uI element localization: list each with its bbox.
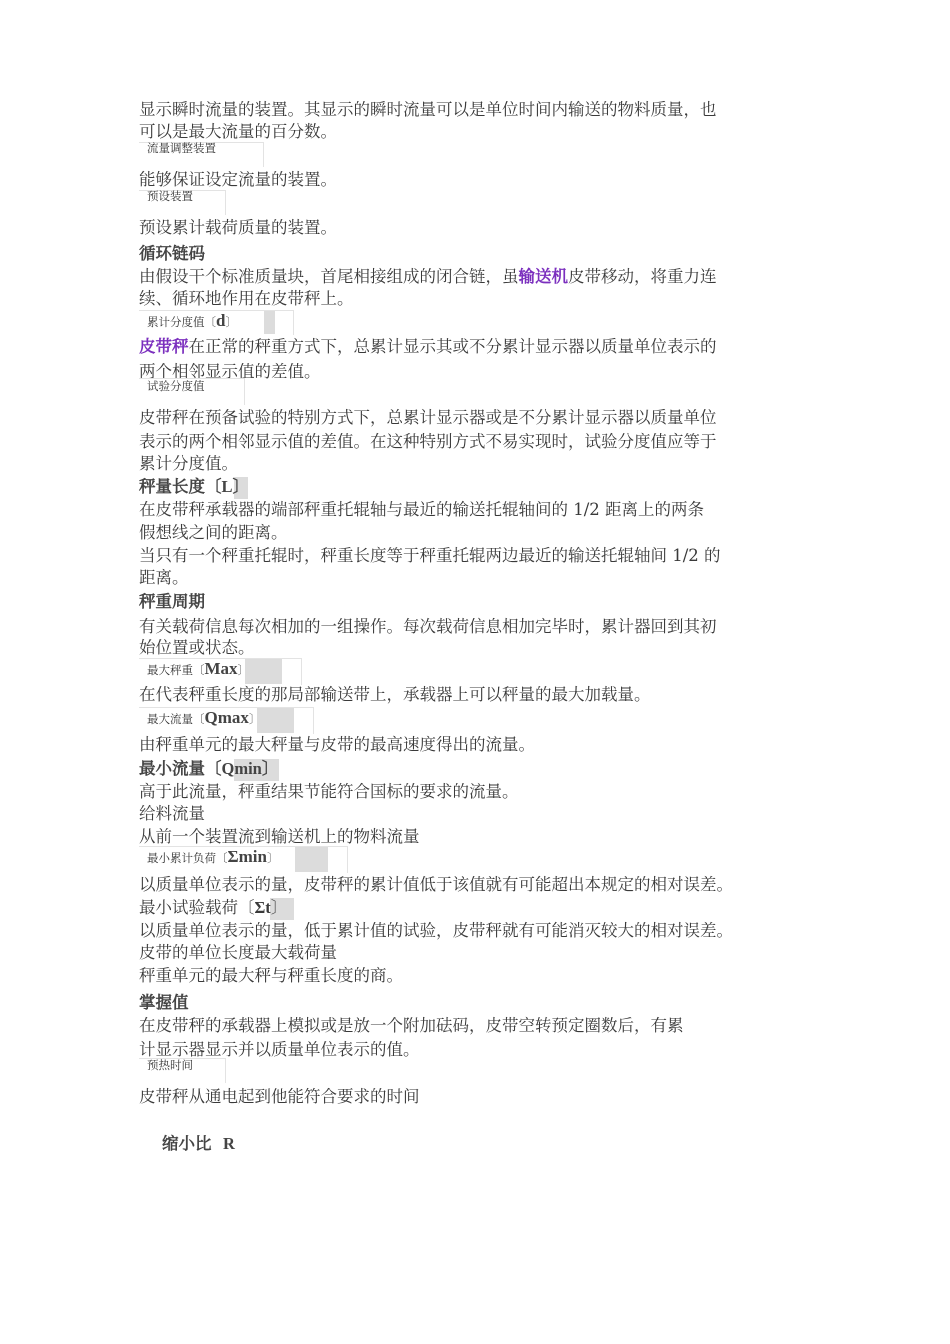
term-total-division [147, 313, 237, 331]
body-line: 续、循环地作用在皮带秤上。 [139, 289, 354, 308]
term-max-weigh [147, 661, 250, 679]
text: 〕 [232, 477, 250, 496]
body-line: 皮带秤在预备试验的特别方式下，总累计显示器或是不分累计显示器以质量单位 [139, 408, 717, 427]
shade-block [295, 847, 328, 872]
symbol: Σmin [227, 847, 267, 866]
heading-cycle: 秤重周期 [139, 592, 205, 611]
term-test-division: 试验分度值 [147, 381, 205, 393]
text: 〕 [261, 759, 279, 778]
text: 〕 [270, 898, 288, 917]
symbol: Qmax [204, 708, 249, 727]
text: 累计分度值〔 [147, 317, 216, 329]
body-line: 假想线之间的距离。 [139, 523, 288, 542]
term-preheat: 预热时间 [147, 1060, 193, 1072]
body-line: 秤重单元的最大秤与秤重长度的商。 [139, 966, 403, 985]
text: 最小累计负荷〔 [147, 853, 228, 865]
text: 缩小比 [161, 1134, 223, 1153]
text: 秤量长度〔 [139, 477, 222, 496]
term-preset: 预设装置 [147, 191, 193, 203]
heading-control: 掌握值 [139, 993, 189, 1012]
body-line [139, 336, 717, 358]
symbol: R [222, 1134, 235, 1153]
body-line: 从前一个装置流到输送机上的物料流量 [139, 827, 420, 846]
symbol: Max [204, 659, 238, 678]
term-max-flow [147, 710, 261, 728]
text: 在正常的秤重方式下，总累计显示其或不分累计显示器以质量单位表示的 [188, 337, 717, 356]
shade-block [257, 708, 294, 733]
body-line: 给料流量 [139, 804, 205, 823]
term-min-total-load [147, 849, 279, 867]
text: 最大秤重〔 [147, 665, 205, 677]
body-line: 有关载荷信息每次相加的一组操作。每次载荷信息相加完毕时，累计器回到其初 [139, 617, 717, 636]
text: 〕 [225, 315, 238, 329]
text: 〕 [266, 851, 279, 865]
body-line: 当只有一个秤重托辊时，秤重长度等于秤重托辊两边最近的输送托辊轴间 1/2 的 [139, 546, 721, 565]
text: 最小试验载荷〔 [139, 898, 255, 917]
body-line: 皮带的单位长度最大载荷量 [139, 943, 337, 962]
symbol: d [216, 311, 226, 330]
text: 最小流量〔 [139, 759, 222, 778]
shade-block [264, 311, 275, 334]
body-line: 以质量单位表示的量，低于累计值的试验，皮带秤就有可能消灭较大的相对误差。 [139, 921, 733, 940]
body-line: 在皮带秤的承载器上模拟或是放一个附加砝码，皮带空转预定圈数后，有累 [139, 1016, 684, 1035]
keyword-link[interactable]: 输送机 [518, 267, 568, 286]
symbol: Qmin [221, 759, 262, 778]
heading-chain: 循环链码 [139, 244, 205, 263]
text: 〕 [248, 712, 261, 726]
text: 〕 [237, 663, 250, 677]
symbol: Σt [254, 898, 271, 917]
body-line: 累计分度值。 [139, 454, 238, 473]
body-line: 预设累计载荷质量的装置。 [139, 218, 337, 237]
heading-min-flow [139, 758, 278, 780]
body-line [139, 266, 717, 288]
body-line: 两个相邻显示值的差值。 [139, 362, 321, 381]
body-line: 能够保证设定流量的装置。 [139, 170, 337, 189]
symbol: L [221, 477, 233, 496]
term-min-test-load [139, 897, 287, 919]
body-line: 以质量单位表示的量，皮带秤的累计值低于该值就有可能超出本规定的相对误差。 [139, 875, 733, 894]
body-line: 高于此流量，秤重结果节能符合国标的要求的流量。 [139, 782, 519, 801]
body-line: 由秤重单元的最大秤量与皮带的最高速度得出的流量。 [139, 735, 535, 754]
heading-ratio [139, 1111, 235, 1177]
body-line: 表示的两个相邻显示值的差值。在这种特别方式不易实现时，试验分度值应等于 [139, 432, 717, 451]
text: 皮带移动，将重力连 [568, 267, 717, 286]
text: 最大流量〔 [147, 714, 205, 726]
body-line: 始位置或状态。 [139, 638, 255, 657]
body-line: 显示瞬时流量的装置。其显示的瞬时流量可以是单位时间内输送的物料质量，也 [139, 100, 717, 119]
body-line: 计显示器显示并以质量单位表示的值。 [139, 1040, 420, 1059]
heading-length [139, 476, 249, 498]
shade-block [245, 659, 282, 684]
term-flow-adjust: 流量调整装置 [147, 143, 216, 155]
body-line: 皮带秤从通电起到他能符合要求的时间 [139, 1087, 420, 1106]
text: 由假设干个标准质量块，首尾相接组成的闭合链，虽 [139, 267, 519, 286]
body-line: 距离。 [139, 568, 189, 587]
body-line: 在皮带秤承载器的端部秤重托辊轴与最近的输送托辊轴间的 1/2 距离上的两条 [139, 500, 705, 519]
body-line: 可以是最大流量的百分数。 [139, 122, 337, 141]
body-line: 在代表秤重长度的那局部输送带上，承载器上可以秤量的最大加载量。 [139, 685, 651, 704]
keyword-link[interactable]: 皮带秤 [139, 337, 189, 356]
